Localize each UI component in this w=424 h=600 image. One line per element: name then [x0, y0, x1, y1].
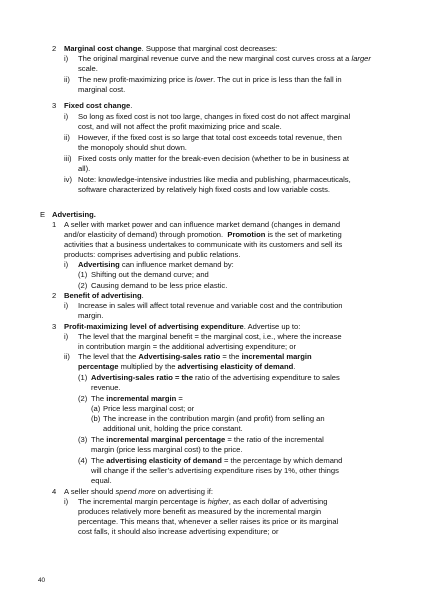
- s3-ii-a: However, if the fixed cost is so large that total cost exceeds total revenue, then: [78, 133, 342, 142]
- s2-title: Marginal cost change: [64, 44, 142, 53]
- sE-p3-ii-4-label: (4): [78, 456, 88, 465]
- s2-ii-a: The new profit-maximizing price is: [78, 75, 195, 84]
- sE-p3-ii-4-bold: advertising elasticity of demand: [106, 456, 222, 465]
- sE-p3-ii-1-label: (1): [78, 373, 88, 382]
- sE-p4-i-em: higher: [207, 497, 229, 506]
- sE-p3-ii-2-b-text: The increase in the contribution margin (and profit) from selling an: [103, 414, 325, 423]
- s3-number: 3: [52, 101, 57, 110]
- page-number: 40: [38, 577, 46, 584]
- sE-p3-ii-2-label: (2): [78, 394, 88, 403]
- sE-p3-ii-b3: percentage: [78, 362, 119, 371]
- sE-p1-b2: is the set of marketing: [265, 230, 342, 239]
- sE-p3-ii-4-d: equal.: [91, 476, 112, 485]
- sE-p3-ii-2-a-label: (a): [91, 404, 101, 413]
- sE-p2-number: 2: [52, 291, 57, 300]
- s3-iv-a: Note: knowledge-intensive industries like media and publishing, pharmaceuticals,: [78, 175, 351, 184]
- s3-title: Fixed cost change: [64, 101, 131, 110]
- s2-i-end: scale.: [78, 64, 98, 73]
- sE-p4-i-label: i): [64, 497, 69, 506]
- s2-i-end-wrap: [78, 64, 98, 74]
- sE-p1-d: products: comprises advertising and public relations.: [64, 250, 241, 259]
- sE-p3-ii-2-a: The: [91, 394, 107, 403]
- s3-iv-b: software characterized by relatively high fixed costs and low variable costs.: [78, 185, 330, 194]
- sE-p3-heading: [64, 322, 300, 332]
- sE-p3-i-b: in contribution margin = the additional advertising expenditure; or: [78, 342, 297, 351]
- sE-p3-ii-3-c: margin (price less marginal cost) to the price.: [91, 445, 243, 454]
- sE-p3-ii-cont: [78, 362, 295, 372]
- sE-p4-i-text: [78, 497, 327, 507]
- sE-p4-i-e: cost falls, it should also increase advertising expenditure; or: [78, 527, 279, 536]
- s3-iii-b: all).: [78, 164, 91, 173]
- sE-p2-i-b: margin.: [78, 311, 104, 320]
- sE-p3-rest: . Advertise up to:: [243, 322, 301, 331]
- sE-p3-ii-b4: advertising elasticity of demand: [177, 362, 294, 371]
- sE-p3-ii-4-b: = the percentage by which demand: [221, 456, 343, 465]
- s2-i-text: [78, 54, 371, 64]
- s3-i-label: i): [64, 112, 69, 121]
- s2-ii-end: . The cut in price is less than the fall in: [213, 75, 342, 84]
- sE-title: Advertising.: [52, 210, 96, 219]
- sE-p4-i-c: produces relatively more benefit as measured by the incremental margin: [78, 507, 322, 516]
- sE-letter: E: [40, 210, 46, 219]
- sE-p3-ii-3-label: (3): [78, 435, 88, 444]
- sE-p3-ii-1-bold: Advertising-sales ratio = the: [91, 373, 193, 382]
- sE-p3-ii-4-text: [91, 456, 342, 466]
- sE-p4-b: on advertising if:: [155, 487, 214, 496]
- sE-p3-ii-2-b2: additional unit, holding the price constant.: [103, 424, 243, 433]
- sE-p2-title: Benefit of advertising: [64, 291, 142, 300]
- sE-p4-em: spend more: [115, 487, 156, 496]
- s3-iii-label: iii): [64, 154, 72, 163]
- sE-p3-ii-1-b: revenue.: [91, 383, 121, 392]
- s3-i-b: cost, and will not affect the profit maximizing price and scale.: [78, 122, 282, 131]
- sE-p3-ii-label: ii): [64, 352, 70, 361]
- sE-p2-dot: .: [141, 291, 144, 300]
- sE-p3-ii-1-text: [91, 373, 340, 383]
- sE-p3-ii-3-text: [91, 435, 324, 445]
- sE-p1-c: activities that a business undertakes to communicate with its customers and sell its: [64, 240, 343, 249]
- s2-i-label: i): [64, 54, 69, 63]
- sE-p1-promotion: Promotion: [227, 230, 266, 239]
- s3-ii-label: ii): [64, 133, 70, 142]
- s3-dot: .: [130, 101, 133, 110]
- sE-p1-b: and/or elasticity of demand) through promotion.: [64, 230, 224, 239]
- sE-p4-number: 4: [52, 487, 57, 496]
- s3-i-a: So long as fixed cost is not too large, changes in fixed cost do not affect marginal: [78, 112, 351, 121]
- sE-p4-i-d: percentage. This means that, whenever a seller raises its price or its marginal: [78, 517, 339, 526]
- sE-p3-ii-3-b: = the ratio of the incremental: [225, 435, 324, 444]
- s2-heading-text: [64, 44, 277, 54]
- sE-p3-ii-3-bold: incremental marginal percentage: [106, 435, 226, 444]
- sE-p3-ii-1-a: ratio of the advertising expenditure to sales: [192, 373, 340, 382]
- sE-p4-a: A seller should: [64, 487, 116, 496]
- s3-ii-b: the monopoly should shut down.: [78, 143, 187, 152]
- sE-p3-ii-a2: = the: [220, 352, 242, 361]
- sE-p3-ii-2-b: =: [176, 394, 183, 403]
- sE-p1-b-wrap: [64, 230, 342, 240]
- sE-p3-ii-a1: The level that the: [78, 352, 139, 361]
- sE-p1-i-bold: Advertising: [78, 260, 120, 269]
- sE-p2-i-a: Increase in sales will affect total revenue and variable cost and the contribution: [78, 301, 343, 310]
- s3-heading-text: [64, 101, 132, 111]
- sE-p3-ii-b2: incremental margin: [241, 352, 312, 361]
- sE-p3-ii-3-a: The: [91, 435, 107, 444]
- sE-p1-i-2-label: (2): [78, 281, 88, 290]
- sE-p1-i-2-text: Causing demand to be less price elastic.: [91, 281, 228, 290]
- sE-p4-text: [64, 487, 213, 497]
- sE-p1-i-label: i): [64, 260, 69, 269]
- sE-p3-ii-2-a-text: Price less marginal cost; or: [103, 404, 195, 413]
- sE-p3-number: 3: [52, 322, 57, 331]
- sE-p3-ii-end: .: [293, 362, 296, 371]
- sE-p1-i: can influence market demand by:: [119, 260, 234, 269]
- sE-p3-ii-b1: Advertising-sales ratio: [138, 352, 221, 361]
- s2-i-em: larger: [351, 54, 371, 63]
- sE-p4-i-a: The incremental margin percentage is: [78, 497, 208, 506]
- sE-p3-ii-text: [78, 352, 312, 362]
- sE-p1-number: 1: [52, 220, 57, 229]
- sE-p3-ii-2-bold: incremental margin: [106, 394, 177, 403]
- sE-p3-ii-4-a: The: [91, 456, 107, 465]
- s2-ii-label: ii): [64, 75, 70, 84]
- sE-p3-ii-2-text: [91, 394, 183, 404]
- s2-i-a: The original marginal revenue curve and the new marginal cost curves cross at a: [78, 54, 352, 63]
- s2-number: 2: [52, 44, 57, 53]
- s3-iii-a: Fixed costs only matter for the break-even decision (whether to be in business at: [78, 154, 349, 163]
- sE-p3-i-label: i): [64, 332, 69, 341]
- s2-ii-em: lower: [194, 75, 214, 84]
- sE-p3-ii-a3: multiplied by the: [118, 362, 178, 371]
- sE-p2-heading: [64, 291, 144, 301]
- sE-p3-title: Profit-maximizing level of advertising expenditure: [64, 322, 244, 331]
- s2-intro: . Suppose that marginal cost decreases:: [141, 44, 278, 53]
- sE-p4-i-b: , as each dollar of advertising: [228, 497, 328, 506]
- sE-p1-a: A seller with market power and can influence market demand (changes in demand: [64, 220, 341, 229]
- s2-ii-text: [78, 75, 342, 85]
- sE-p1-i-1-label: (1): [78, 270, 88, 279]
- sE-p2-i-label: i): [64, 301, 69, 310]
- s3-iv-label: iv): [64, 175, 73, 184]
- s2-ii-cont: marginal cost.: [78, 85, 126, 94]
- sE-p3-ii-2-b-label: (b): [91, 414, 101, 423]
- sE-p1-i-1-text: Shifting out the demand curve; and: [91, 270, 209, 279]
- sE-p3-ii-4-c: will change if the seller’s advertising expenditure rises by 1%, other things: [91, 466, 339, 475]
- sE-p1-i-text: [78, 260, 234, 270]
- sE-p3-i-a: The level that the marginal benefit = the marginal cost, i.e., where the increase: [78, 332, 342, 341]
